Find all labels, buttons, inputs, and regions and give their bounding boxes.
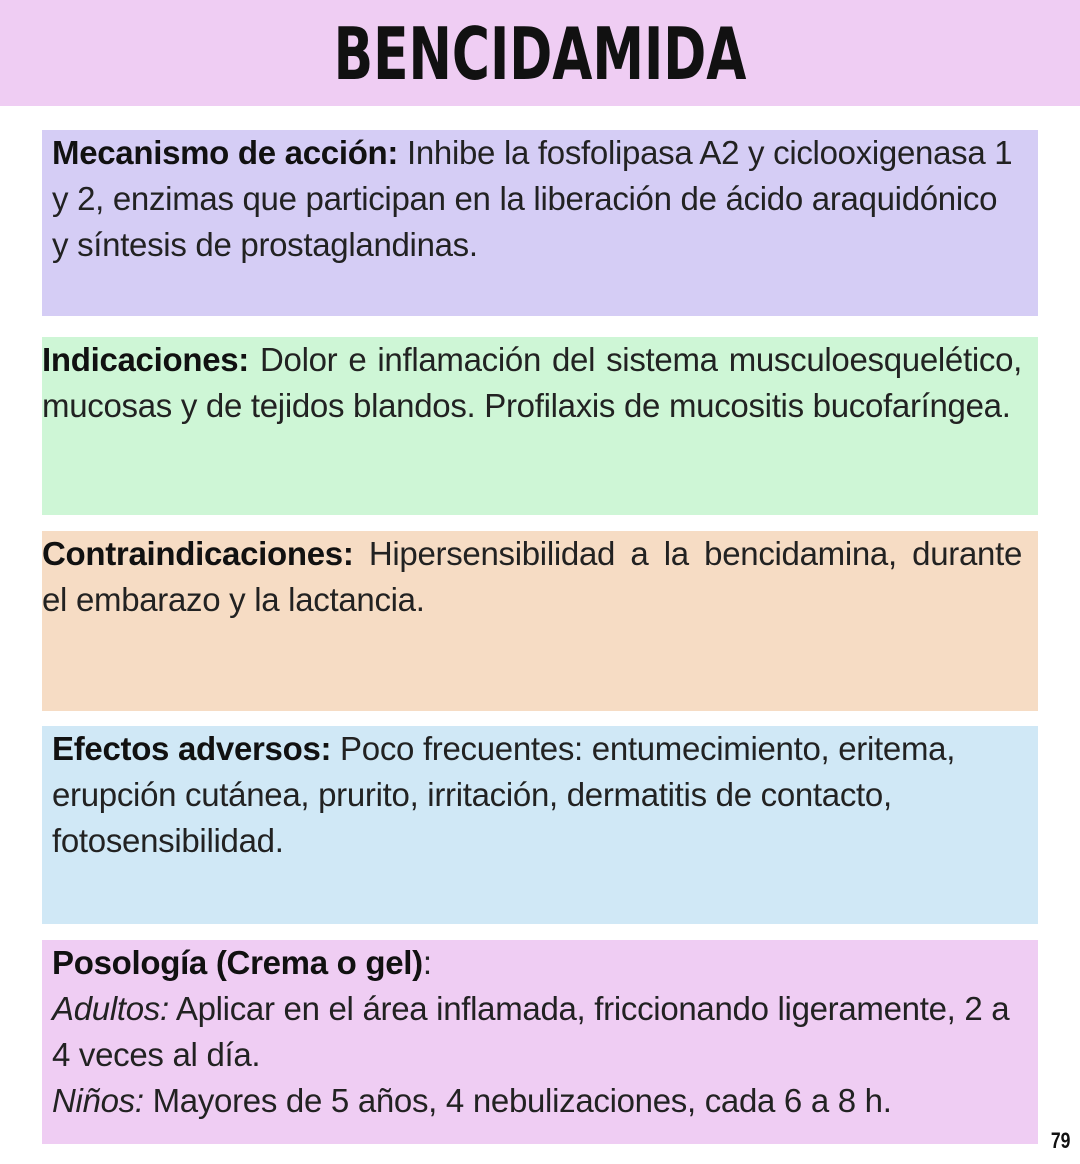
- title-banner: [0, 0, 1080, 106]
- section-contraindicaciones: [42, 531, 1038, 711]
- section-mecanismo: [42, 130, 1038, 316]
- section-label: Indicaciones:: [42, 341, 249, 378]
- page-number: 79: [1050, 1128, 1070, 1153]
- label-colon: :: [422, 944, 432, 981]
- adultos-text: Aplicar en el área inflamada, friccionando ligeramente, 2 a 4 veces al día.: [52, 990, 1010, 1073]
- section-label: Posología (Crema o gel): [52, 944, 423, 981]
- section-label: Efectos adversos:: [52, 730, 332, 767]
- section-text: Inhibe la fosfolipasa A2 y ciclooxigenasa 1 y 2, enzimas que participan en la liberación de ácido araquidónico y síntesis de prostaglandinas.: [52, 134, 1013, 263]
- section-efectos-adversos: [42, 726, 1038, 924]
- posologia-adultos: [52, 986, 1028, 1078]
- section-text: Dolor e inflamación del sistema musculoesquelético, mucosas y de tejidos blandos. Profilaxis de mucositis bucofaríngea.: [42, 341, 1022, 424]
- section-text: Hipersensibilidad a la bencidamina, durante el embarazo y la lactancia.: [42, 535, 1022, 618]
- posologia-ninos: [52, 1078, 1028, 1124]
- section-indicaciones: [42, 337, 1038, 515]
- section-posologia: [42, 940, 1038, 1144]
- ninos-text: Mayores de 5 años, 4 nebulizaciones, cada 6 a 8 h.: [143, 1082, 892, 1119]
- section-label: Contraindicaciones:: [42, 535, 354, 572]
- adultos-label: Adultos:: [52, 990, 169, 1027]
- section-text: Poco frecuentes: entumecimiento, eritema, erupción cutánea, prurito, irritación, dermatitis de contacto, fotosensibilidad.: [52, 730, 956, 859]
- section-label: Mecanismo de acción:: [52, 134, 399, 171]
- page-title: BENCIDAMIDA: [333, 12, 747, 96]
- ninos-label: Niños:: [52, 1082, 144, 1119]
